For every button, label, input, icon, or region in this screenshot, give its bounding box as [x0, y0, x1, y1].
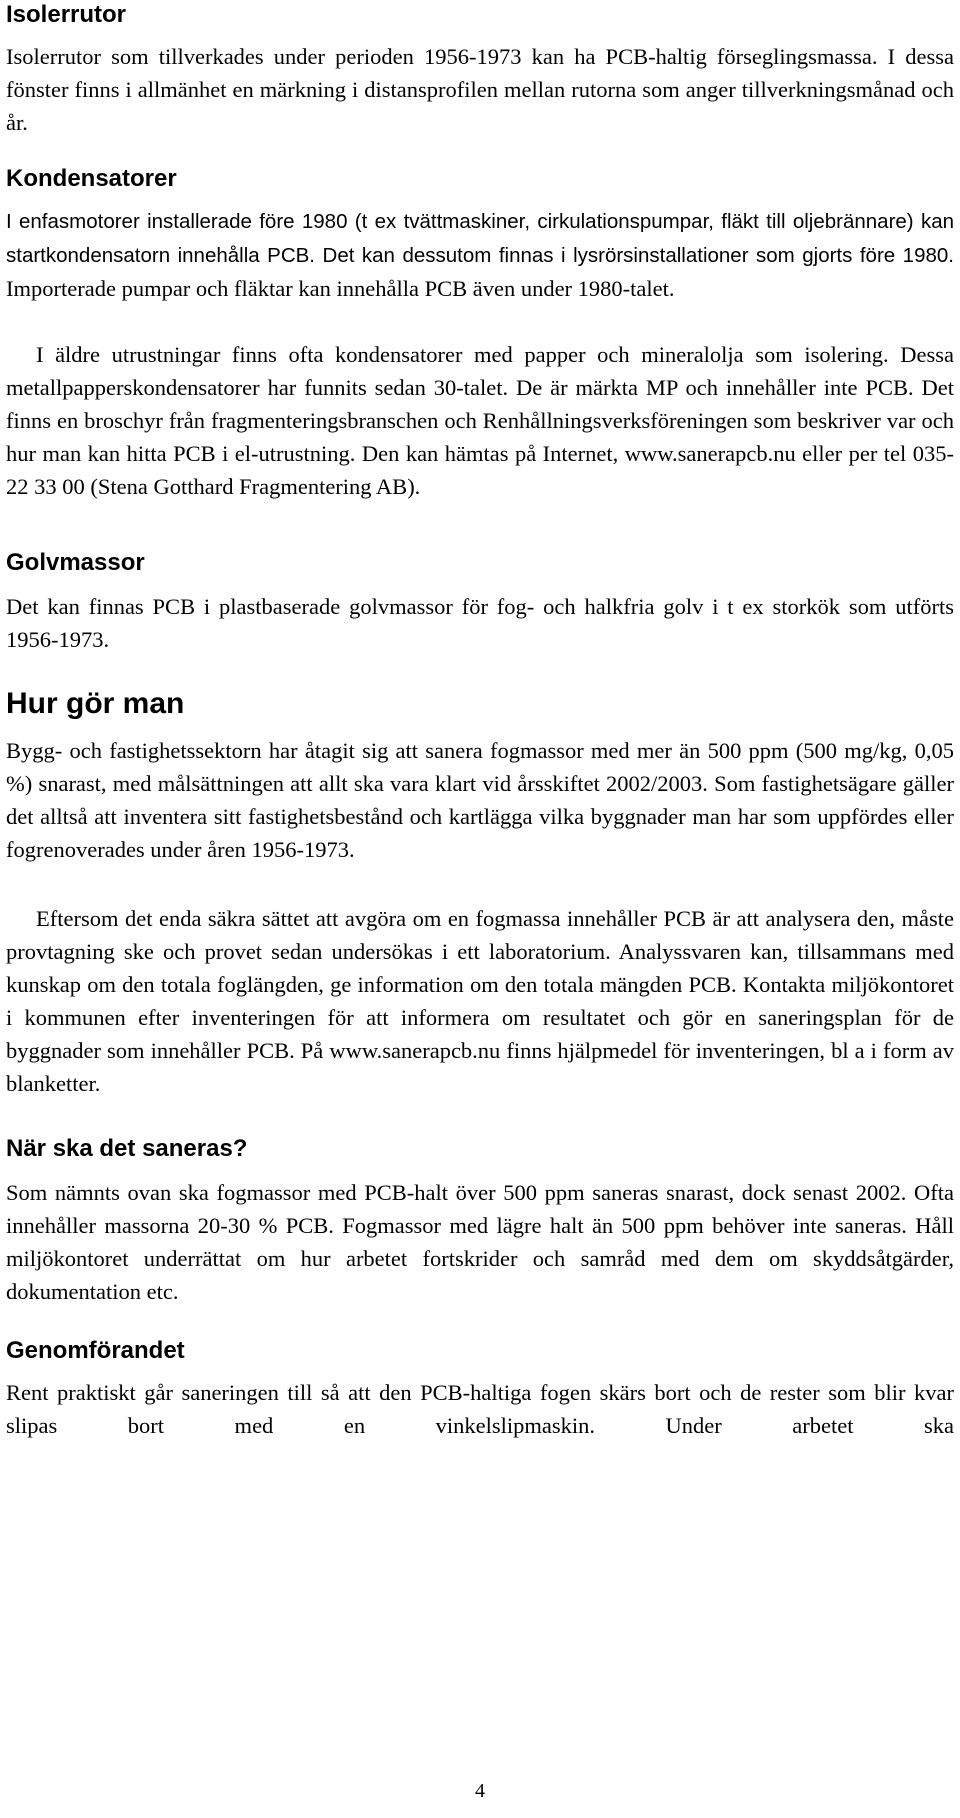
- page-number: 4: [475, 1780, 485, 1802]
- heading-nar-ska: När ska det saneras?: [6, 1135, 248, 1162]
- paragraph-kondensatorer-2: I äldre utrustningar finns ofta kondensatorer med papper och mineralolja som isolering. Dessa metallpapperskondensatorer har funnits sedan 30-talet. De är märkta MP och innehåller inte PCB. Det finns en broschyr från fragmenteringsbranschen och Renhållningsverksföreningen som beskriver var och hur man kan hitta PCB i el-utrustning. Den kan hämtas på Internet, www.sanerapcb.nu eller per tel 035-22 33 00 (Stena Gotthard Fragmentering AB).: [6, 342, 954, 499]
- isolerrutor-body: [6, 40, 954, 139]
- paragraph-hur-gor-man-2: Eftersom det enda säkra sättet att avgöra om en fogmassa innehåller PCB är att analysera den, måste provtagning ske och provet sedan undersökas i ett laboratorium. Analyssvaren kan, tillsammans med kunskap om den totala foglängden, ge information om den totala mängden PCB. Kontakta miljökontoret i kommunen efter inventeringen för att informera om resultatet och gör en saneringsplan för de byggnader som innehåller PCB. På www.sanerapcb.nu finns hjälpmedel för inventeringen, bl a i form av blanketter.: [6, 906, 954, 1096]
- section-kondensatorer: [6, 164, 954, 194]
- paragraph-genomforandet: Rent praktiskt går saneringen till så att den PCB-haltiga fogen skärs bort och de rester som blir kvar slipas bort med en vinkelslipmaskin. Under arbetet ska: [6, 1380, 954, 1438]
- kondensatorer-body-1: [6, 204, 954, 305]
- heading-kondensatorer: Kondensatorer: [6, 165, 177, 192]
- kondensatorer-sans-run-2: Det kan dessutom finnas i lysrörsinstallationer som gjorts före 1980.: [315, 244, 954, 267]
- heading-genomforandet: Genomförandet: [6, 1337, 185, 1364]
- paragraph-nar-ska: Som nämnts ovan ska fogmassor med PCB-halt över 500 ppm saneras snarast, dock senast 2002. Ofta innehåller massorna 20-30 % PCB. Fogmassor med lägre halt än 500 ppm behöver inte saneras. Håll miljökontoret underrättat om hur arbetet fortskrider och samråd med dem om skyddsåtgärder, dokumentation etc.: [6, 1180, 954, 1304]
- paragraph-isolerrutor: Isolerrutor som tillverkades under perioden 1956-1973 kan ha PCB-haltig förseglingsmassa. I dessa fönster finns i allmänhet en märkning i distansprofilen mellan rutorna som anger tillverkningsmånad och år.: [6, 44, 954, 135]
- section-genomforandet: [6, 1336, 954, 1366]
- kondensatorer-body-2: [6, 338, 954, 503]
- section-hur-gor-man: [6, 686, 954, 722]
- heading-hur-gor-man: Hur gör man: [6, 687, 185, 720]
- paragraph-hur-gor-man-1: Bygg- och fastighetssektorn har åtagit sig att sanera fogmassor med mer än 500 ppm (500 mg/kg, 0,05 %) snarast, med målsättningen att allt ska vara klart vid årsskiftet 2002/2003. Som fastighetsägare gäller det alltså att inventera sitt fastighetsbestånd och kartlägga vilka byggnader man har som uppfördes eller fogrenoverades under åren 1956-1973.: [6, 738, 954, 862]
- kondensatorer-sans-run-1: I enfasmotorer installerade före 1980 (t ex tvättmaskiner, cirkulationspumpar, fläkt till oljebrännare) kan startkondensatorn innehålla PCB.: [6, 210, 954, 267]
- kondensatorer-serif-run: Importerade pumpar och fläktar kan innehålla PCB även under 1980-talet.: [6, 276, 675, 301]
- paragraph-kondensatorer-1: [6, 204, 954, 305]
- heading-golvmassor: Golvmassor: [6, 549, 145, 576]
- section-golvmassor: [6, 548, 954, 578]
- hur-gor-man-body-2: [6, 902, 954, 1100]
- paragraph-golvmassor: Det kan finnas PCB i plastbaserade golvmassor för fog- och halkfria golv i t ex storkök som utförts 1956-1973.: [6, 594, 954, 652]
- heading-isolerrutor: Isolerrutor: [6, 1, 127, 28]
- golvmassor-body: [6, 590, 954, 656]
- section-nar-ska: [6, 1134, 954, 1164]
- hur-gor-man-body-1: [6, 734, 954, 866]
- genomforandet-body: [6, 1376, 954, 1442]
- section-isolerrutor: [6, 0, 954, 30]
- nar-ska-body: [6, 1176, 954, 1308]
